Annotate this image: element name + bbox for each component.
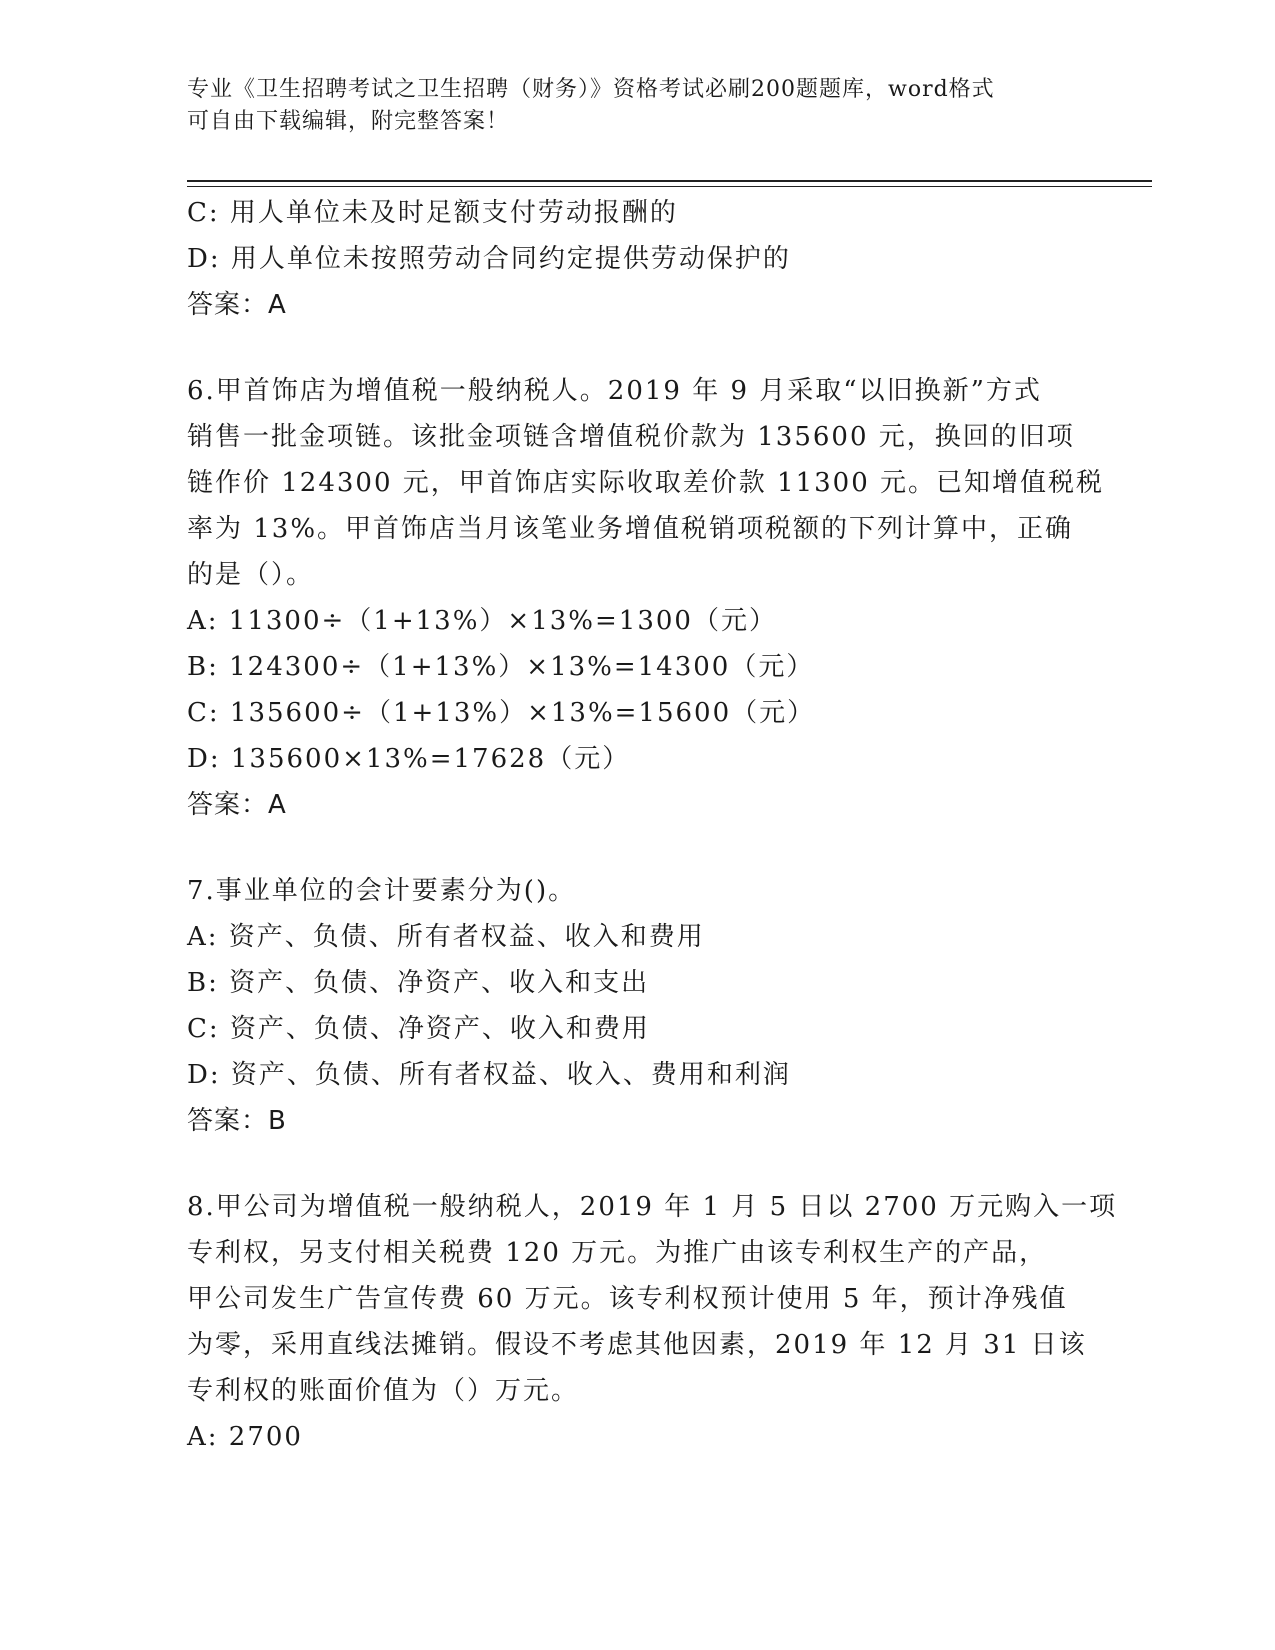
- question-text-line: 的是（）。: [187, 560, 315, 590]
- option-b: B: 124300÷（1+13%）×13%=14300（元）: [187, 652, 815, 682]
- option-d: D: 135600×13%=17628（元）: [187, 744, 631, 774]
- question-text-line: 6.甲首饰店为增值税一般纳税人。2019 年 9 月采取“以旧换新”方式: [187, 376, 1042, 406]
- question-8: [187, 1184, 1118, 1460]
- question-6: [187, 368, 1105, 828]
- option-d: D: 资产、负债、所有者权益、收入、费用和利润: [187, 1060, 791, 1090]
- option-a: A: 11300÷（1+13%）×13%=1300（元）: [187, 606, 777, 636]
- option-d: D: 用人单位未按照劳动合同约定提供劳动保护的: [187, 244, 791, 274]
- option-c: C: 资产、负债、净资产、收入和费用: [187, 1014, 650, 1044]
- question-text-line: 为零，采用直线法摊销。假设不考虑其他因素，2019 年 12 月 31 日该: [187, 1330, 1087, 1360]
- option-c: C: 135600÷（1+13%）×13%=15600（元）: [187, 698, 816, 728]
- question-5-tail: [187, 190, 1087, 328]
- question-7: [187, 868, 1087, 1144]
- question-text-line: 链作价 124300 元，甲首饰店实际收取差价款 11300 元。已知增值税税: [187, 468, 1105, 498]
- question-text-line: 率为 13%。甲首饰店当月该笔业务增值税销项税额的下列计算中，正确: [187, 514, 1074, 544]
- document-body: [187, 190, 1118, 1460]
- question-text-line: 甲公司发生广告宣传费 60 万元。该专利权预计使用 5 年，预计净残值: [187, 1284, 1068, 1314]
- question-text-line: 专利权的账面价值为（）万元。: [187, 1376, 580, 1406]
- header-line-1: 专业《卫生招聘考试之卫生招聘（财务）》资格考试必刷200题题库，word格式: [187, 77, 995, 102]
- question-text-line: 7.事业单位的会计要素分为()。: [187, 876, 577, 906]
- option-a: A: 2700: [187, 1422, 303, 1452]
- answer: 答案：A: [187, 790, 287, 820]
- option-b: B: 资产、负债、净资产、收入和支出: [187, 968, 650, 998]
- document-header: [187, 74, 1067, 138]
- header-line-2: 可自由下载编辑，附完整答案！: [187, 109, 510, 134]
- header-divider-thin: [187, 186, 1152, 187]
- answer: 答案：A: [187, 290, 287, 320]
- option-c: C: 用人单位未及时足额支付劳动报酬的: [187, 198, 678, 228]
- question-text-line: 专利权，另支付相关税费 120 万元。为推广由该专利权生产的产品，: [187, 1238, 1048, 1268]
- header-divider-thick: [187, 180, 1152, 182]
- question-text-line: 8.甲公司为增值税一般纳税人，2019 年 1 月 5 日以 2700 万元购入一项: [187, 1192, 1118, 1222]
- option-a: A: 资产、负债、所有者权益、收入和费用: [187, 922, 705, 952]
- question-text-line: 销售一批金项链。该批金项链含增值税价款为 135600 元，换回的旧项: [187, 422, 1075, 452]
- answer: 答案：B: [187, 1106, 287, 1136]
